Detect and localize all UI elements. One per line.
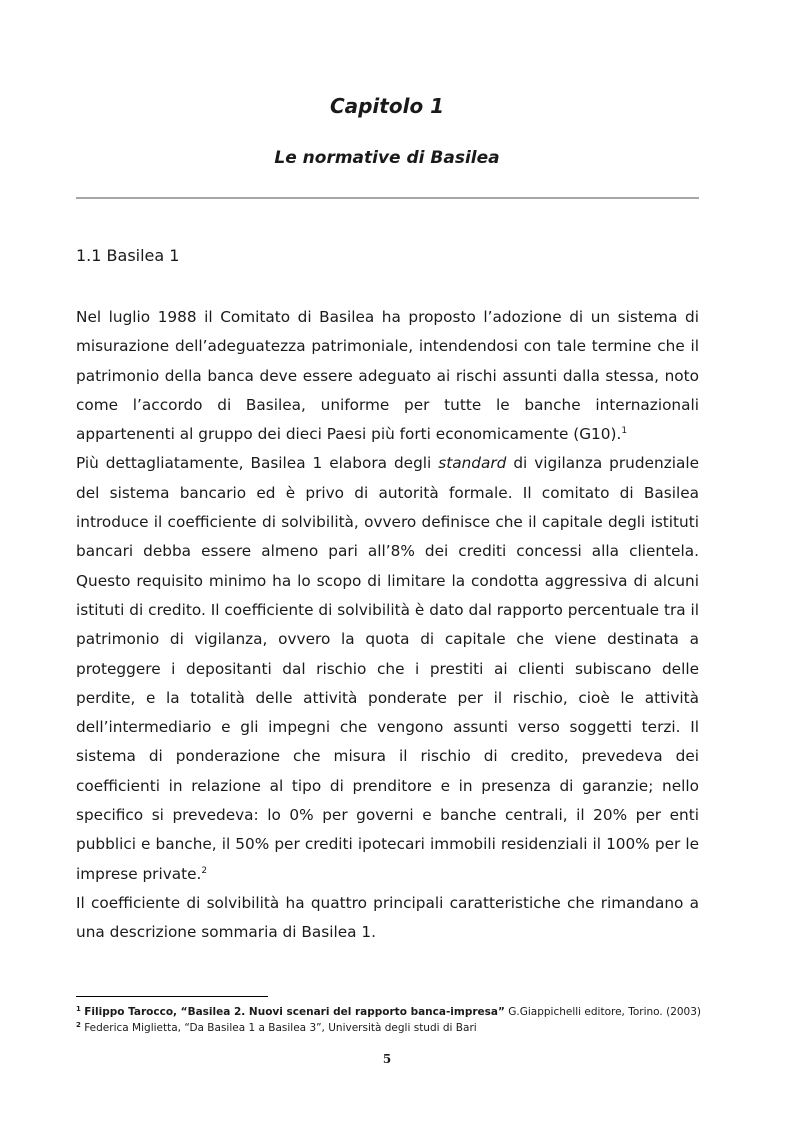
paragraph-2-emphasis: standard xyxy=(438,454,507,473)
footnote-1 xyxy=(76,1004,716,1020)
chapter-divider xyxy=(76,197,699,199)
footnote-ref-2[interactable]: 2 xyxy=(201,865,208,876)
chapter-subtitle: Le normative di Basilea xyxy=(274,148,500,168)
footnote-ref-1[interactable]: 1 xyxy=(621,426,628,437)
footnote-citation: Federica Miglietta, “Da Basilea 1 a Basilea 3”, Università degli studi di Bari xyxy=(84,1022,477,1034)
paragraph-2 xyxy=(76,449,699,888)
footnote-number: 2 xyxy=(76,1021,81,1029)
paragraph-1 xyxy=(76,303,699,449)
chapter-title: Capitolo 1 xyxy=(329,94,445,118)
footnote-citation-bold: Filippo Tarocco, “Basilea 2. Nuovi scenari del rapporto banca-impresa” xyxy=(84,1006,505,1018)
footnotes xyxy=(76,1004,716,1036)
paragraph-3: Il coefficiente di solvibilità ha quattro principali caratteristiche che rimandano a una descrizione sommaria di Basilea 1. xyxy=(76,893,699,942)
footnote-citation: G.Giappichelli editore, Torino. (2003) xyxy=(504,1006,702,1018)
section-heading: 1.1 Basilea 1 xyxy=(76,246,180,265)
footnote-divider xyxy=(76,996,268,997)
paragraph-2-text-a: Più dettagliatamente, Basilea 1 elabora degli xyxy=(76,454,439,473)
body-text xyxy=(76,303,699,948)
footnote-2 xyxy=(76,1020,716,1036)
paragraph-1-text: Nel luglio 1988 il Comitato di Basilea ha proposto l’adozione di un sistema di misurazione dell’adeguatezza patrimoniale, intendendosi con tale termine che il patrimonio della banca deve essere adeguato ai rischi assunti dalla stessa, noto come l’accordo di Basilea, uniforme per tutte le banche internazionali appartenenti al gruppo dei dieci Paesi più forti economicamente (G10). xyxy=(76,308,699,444)
page-number: 5 xyxy=(382,1052,392,1066)
footnote-number: 1 xyxy=(76,1005,81,1013)
paragraph-2-text-b: di vigilanza prudenziale del sistema bancario ed è privo di autorità formale. Il comitato di Basilea introduce il coefficiente di solvibilità, ovvero definisce che il capitale degli istituti bancari debba essere almeno pari all’8% dei crediti concessi alla clientela. Questo requisito minimo ha lo scopo di limitare la condotta aggressiva di alcuni istituti di credito. Il coefficiente di solvibilità è dato dal rapporto percentuale tra il patrimonio di vigilanza, ovvero la quota di capitale che viene destinata a proteggere i depositanti dal rischio che i prestiti ai clienti subiscano delle perdite, e la totalità delle attività ponderate per il rischio, cioè le attività dell’intermediario e gli impegni che vengono assunti verso soggetti terzi. Il sistema di ponderazione che misura il rischio di credito, prevedeva dei coefficienti in relazione al tipo di prenditore e in presenza di garanzie; nello specifico si prevedeva: lo 0% per governi e banche centrali, il 20% per enti pubblici e banche, il 50% per crediti ipotecari immobili residenziali il 100% per le imprese private. xyxy=(76,454,700,883)
